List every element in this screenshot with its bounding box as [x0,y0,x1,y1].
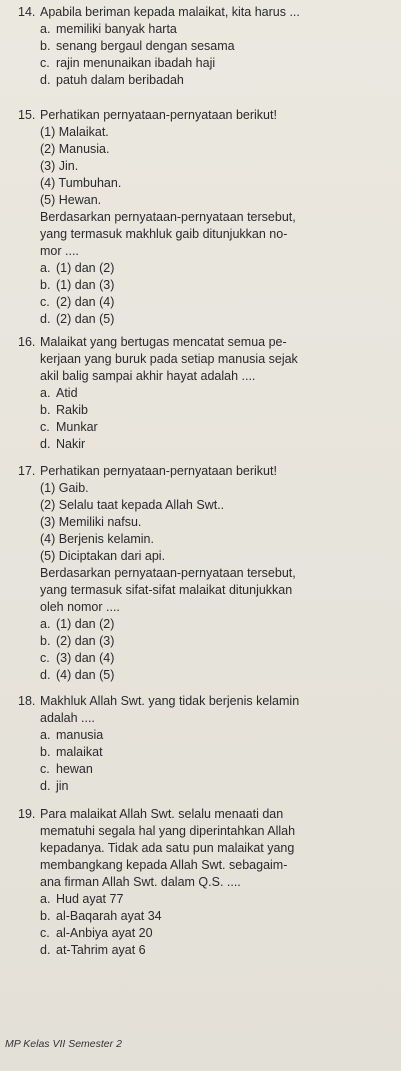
question-stem: Perhatikan pernyataan-pernyataan berikut! [40,464,277,478]
option-d[interactable]: d. at-Tahrim ayat 6 [40,943,146,957]
option-b[interactable]: b. malaikat [40,745,103,759]
option-c[interactable]: c. al-Anbiya ayat 20 [40,926,153,940]
instruction-line: yang termasuk makhluk gaib ditunjukkan no- [40,227,288,241]
statement: (3) Memiliki nafsu. [40,515,142,529]
option-a[interactable]: a. memiliki banyak harta [40,22,177,36]
question-stem: adalah .... [40,711,95,725]
statement: (2) Selalu taat kepada Allah Swt.. [40,498,225,512]
statement: (2) Manusia. [40,142,110,156]
question-stem: ana firman Allah Swt. dalam Q.S. .... [40,875,241,889]
instruction-line: Berdasarkan pernyataan-pernyataan tersebut, [40,566,296,580]
instruction-line: oleh nomor .... [40,600,120,614]
statement: (4) Berjenis kelamin. [40,532,154,546]
option-b[interactable]: b. (2) dan (3) [40,634,115,648]
option-d[interactable]: d. Nakir [40,437,86,451]
option-b[interactable]: b. senang bergaul dengan sesama [40,39,235,53]
question-number: 16. [18,335,36,349]
statement: (5) Hewan. [40,193,102,207]
question-number: 15. [18,108,36,122]
option-a[interactable]: a. (1) dan (2) [40,617,115,631]
question-stem: membangkang kepada Allah Swt. sebagaim- [40,858,288,872]
statement: (5) Diciptakan dari api. [40,549,166,563]
question-15 [18,107,393,328]
question-17 [18,463,393,684]
option-c[interactable]: c. rajin menunaikan ibadah haji [40,56,216,70]
option-b[interactable]: b. (1) dan (3) [40,278,115,292]
option-d[interactable]: d. (4) dan (5) [40,668,115,682]
instruction-line: yang termasuk sifat-sifat malaikat ditunjukkan [40,583,293,597]
question-stem: Makhluk Allah Swt. yang tidak berjenis kelamin [40,694,300,708]
question-18 [18,693,393,795]
option-a[interactable]: a. manusia [40,728,104,742]
statement: (4) Tumbuhan. [40,176,122,190]
question-number: 17. [18,464,36,478]
option-c[interactable]: c. (3) dan (4) [40,651,115,665]
statement: (1) Gaib. [40,481,89,495]
option-c[interactable]: c. (2) dan (4) [40,295,115,309]
question-stem: akil balig sampai akhir hayat adalah .... [40,369,256,383]
option-a[interactable]: a. Atid [40,386,78,400]
instruction-line: Berdasarkan pernyataan-pernyataan tersebut, [40,210,296,224]
question-stem: Perhatikan pernyataan-pernyataan berikut! [40,108,277,122]
statement: (1) Malaikat. [40,125,109,139]
option-b[interactable]: b. al-Baqarah ayat 34 [40,909,162,923]
option-a[interactable]: a. (1) dan (2) [40,261,115,275]
question-stem: kerjaan yang buruk pada setiap manusia sejak [40,352,298,366]
option-a[interactable]: a. Hud ayat 77 [40,892,124,906]
question-19 [18,806,393,959]
statement: (3) Jin. [40,159,79,173]
question-stem: Para malaikat Allah Swt. selalu menaati dan [40,807,284,821]
question-stem: Malaikat yang bertugas mencatat semua pe- [40,335,287,349]
option-d[interactable]: d. patuh dalam beribadah [40,73,184,87]
option-c[interactable]: c. Munkar [40,420,98,434]
question-number: 14. [18,5,36,19]
question-stem: kepadanya. Tidak ada satu pun malaikat yang [40,841,295,855]
option-d[interactable]: d. (2) dan (5) [40,312,115,326]
option-b[interactable]: b. Rakib [40,403,88,417]
instruction-line: mor .... [40,244,79,258]
question-number: 19. [18,807,36,821]
question-stem: mematuhi segala hal yang diperintahkan Allah [40,824,296,838]
question-14 [18,4,393,89]
option-d[interactable]: d. jin [40,779,69,793]
question-stem: Apabila beriman kepada malaikat, kita harus ... [40,5,300,19]
page-footer: MP Kelas VII Semester 2 [5,1038,122,1050]
question-number: 18. [18,694,36,708]
question-16 [18,334,393,453]
option-c[interactable]: c. hewan [40,762,93,776]
